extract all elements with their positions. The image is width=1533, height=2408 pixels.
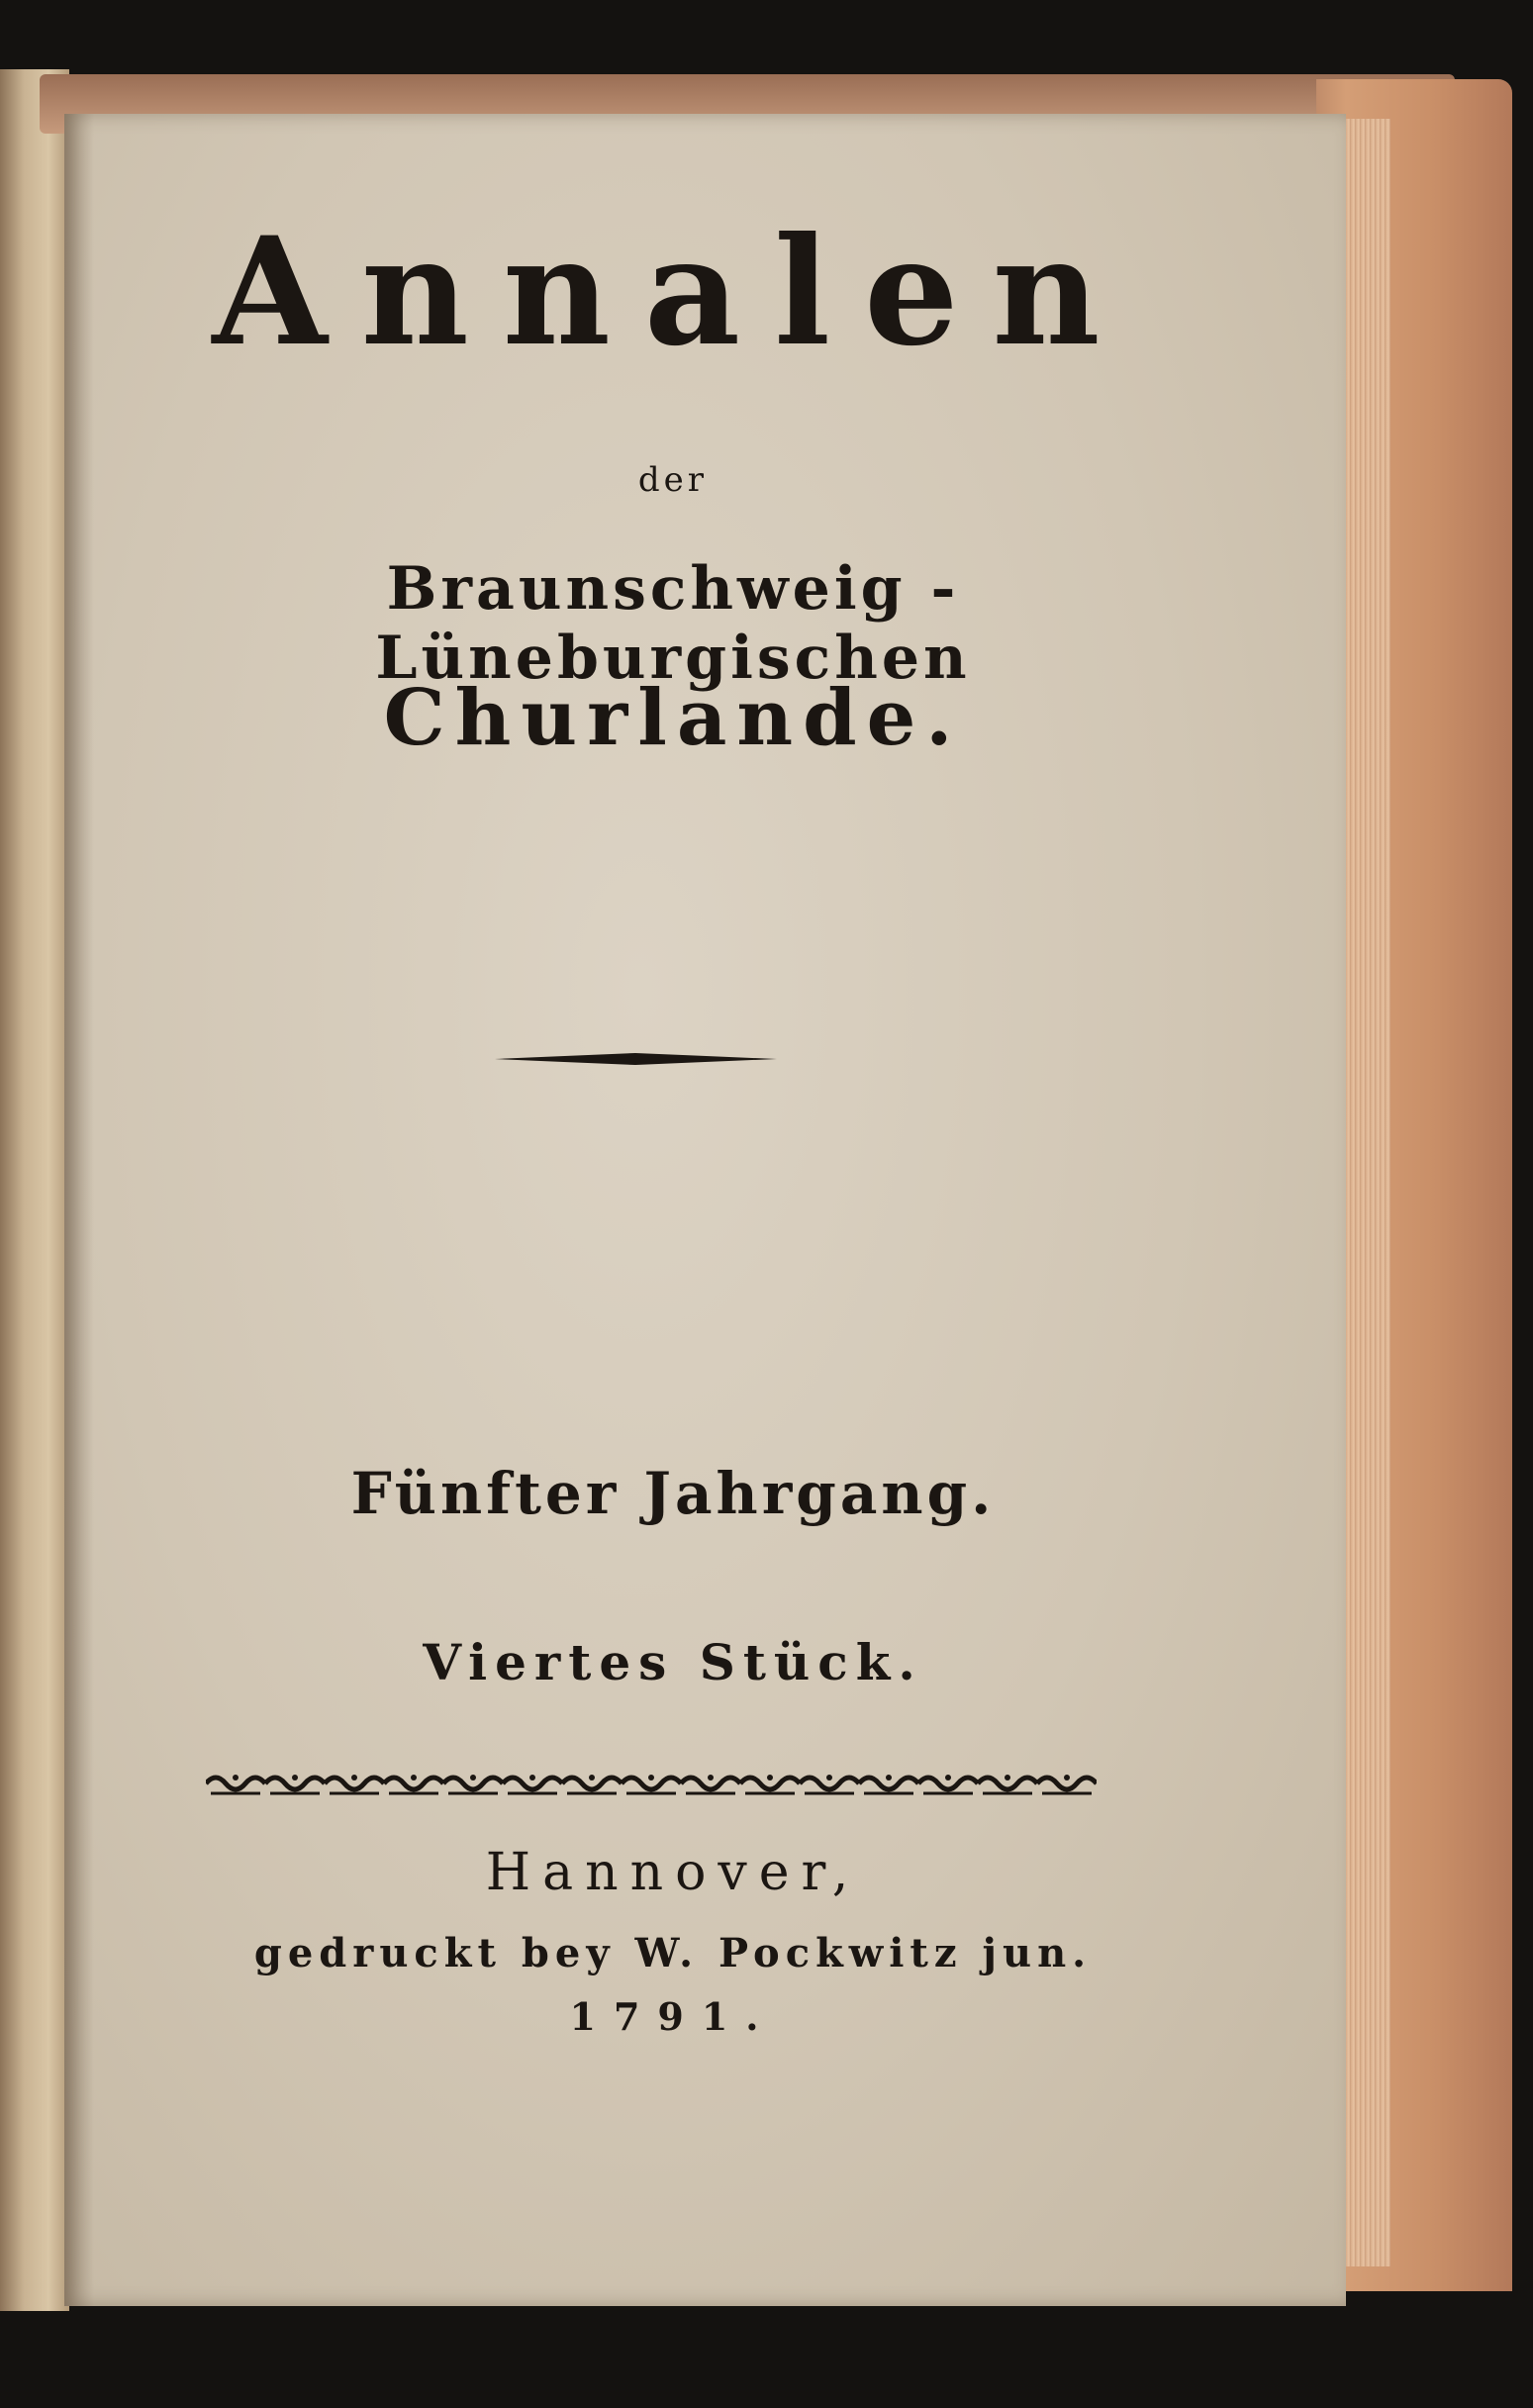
subtitle-der: der: [637, 460, 709, 500]
page-title: Annalen: [212, 205, 1134, 379]
imprint-printer: gedruckt bey W. Pockwitz jun.: [253, 1930, 1093, 1976]
part-label: Viertes Stück.: [423, 1633, 923, 1691]
page-gutter-shadow: [64, 114, 94, 2306]
imprint-year: 1791.: [569, 1994, 777, 2039]
edition-label: Fünfter Jahrgang.: [350, 1460, 996, 1527]
title-page: [64, 114, 1346, 2306]
decorative-rule: [495, 1052, 777, 1066]
left-page-edge: [0, 69, 69, 2311]
subtitle-churlande: Churlande.: [383, 673, 963, 763]
subtitle-region: Braunschweig - Lüneburgischen: [375, 554, 971, 693]
ornament-border: [206, 1769, 1097, 1798]
imprint-place: Hannover,: [485, 1843, 861, 1902]
